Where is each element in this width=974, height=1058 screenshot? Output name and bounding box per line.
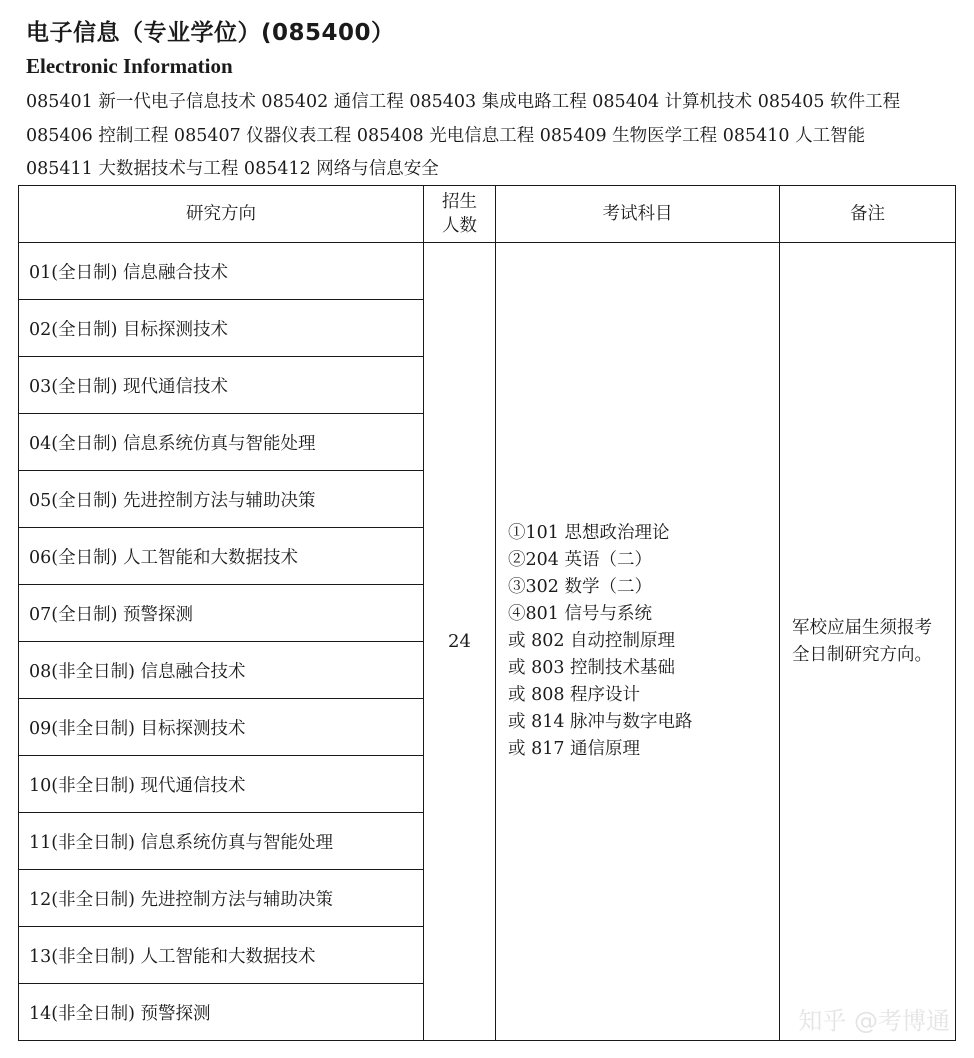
exam-subject: ①101 思想政治理论: [508, 523, 670, 543]
exam-subject: 或 808 程序设计: [508, 685, 641, 705]
direction-cell: 04(全日制) 信息系统仿真与智能处理: [19, 414, 424, 471]
direction-cell: 08(非全日制) 信息融合技术: [19, 642, 424, 699]
direction-cell: 06(全日制) 人工智能和大数据技术: [19, 528, 424, 585]
header-exam: 考试科目: [496, 186, 780, 243]
direction-cell: 01(全日制) 信息融合技术: [19, 243, 424, 300]
header-remarks: 备注: [780, 186, 956, 243]
code-line: 085406 控制工程 085407 仪器仪表工程 085408 光电信息工程 085409 生物医学工程 085410 人工智能: [26, 125, 866, 146]
exam-subject: ②204 英语（二）: [508, 550, 652, 570]
direction-cell: 11(非全日制) 信息系统仿真与智能处理: [19, 813, 424, 870]
code-line: 085411 大数据技术与工程 085412 网络与信息安全: [26, 159, 439, 179]
exam-subject: ④801 信号与系统: [508, 604, 652, 624]
direction-cell: 14(非全日制) 预警探测: [19, 984, 424, 1041]
header-enrollment-line1: 招生: [442, 192, 477, 212]
direction-cell: 09(非全日制) 目标探测技术: [19, 699, 424, 756]
watermark: 知乎 @考博通: [798, 1007, 950, 1035]
direction-cell: 03(全日制) 现代通信技术: [19, 357, 424, 414]
exam-subjects-cell: [496, 243, 780, 1041]
page-title: 电子信息（专业学位）(085400）: [26, 20, 395, 46]
enrollment-cell: 24: [424, 243, 496, 1041]
table-header-row: [19, 186, 956, 243]
direction-cell: 10(非全日制) 现代通信技术: [19, 756, 424, 813]
direction-cell: 13(非全日制) 人工智能和大数据技术: [19, 927, 424, 984]
code-line: 085401 新一代电子信息技术 085402 通信工程 085403 集成电路工程 085404 计算机技术 085405 软件工程: [26, 92, 901, 112]
specialty-code-list: [26, 86, 956, 187]
remarks-cell: 军校应届生须报考全日制研究方向。: [780, 243, 956, 1041]
exam-subject: 或 802 自动控制原理: [508, 631, 676, 651]
table-row: [19, 243, 956, 300]
header-enrollment: [424, 186, 496, 243]
exam-subject: 或 814 脉冲与数字电路: [508, 712, 693, 732]
exam-subject: 或 817 通信原理: [508, 739, 641, 759]
direction-cell: 02(全日制) 目标探测技术: [19, 300, 424, 357]
direction-cell: 05(全日制) 先进控制方法与辅助决策: [19, 471, 424, 528]
direction-cell: 07(全日制) 预警探测: [19, 585, 424, 642]
header-direction: 研究方向: [19, 186, 424, 243]
enrollment-table: [18, 185, 956, 1041]
page-subtitle: Electronic Information: [26, 54, 233, 78]
header-enrollment-line2: 人数: [442, 216, 477, 236]
exam-subject: 或 803 控制技术基础: [508, 658, 676, 678]
exam-subject: ③302 数学（二）: [508, 577, 652, 597]
direction-cell: 12(非全日制) 先进控制方法与辅助决策: [19, 870, 424, 927]
